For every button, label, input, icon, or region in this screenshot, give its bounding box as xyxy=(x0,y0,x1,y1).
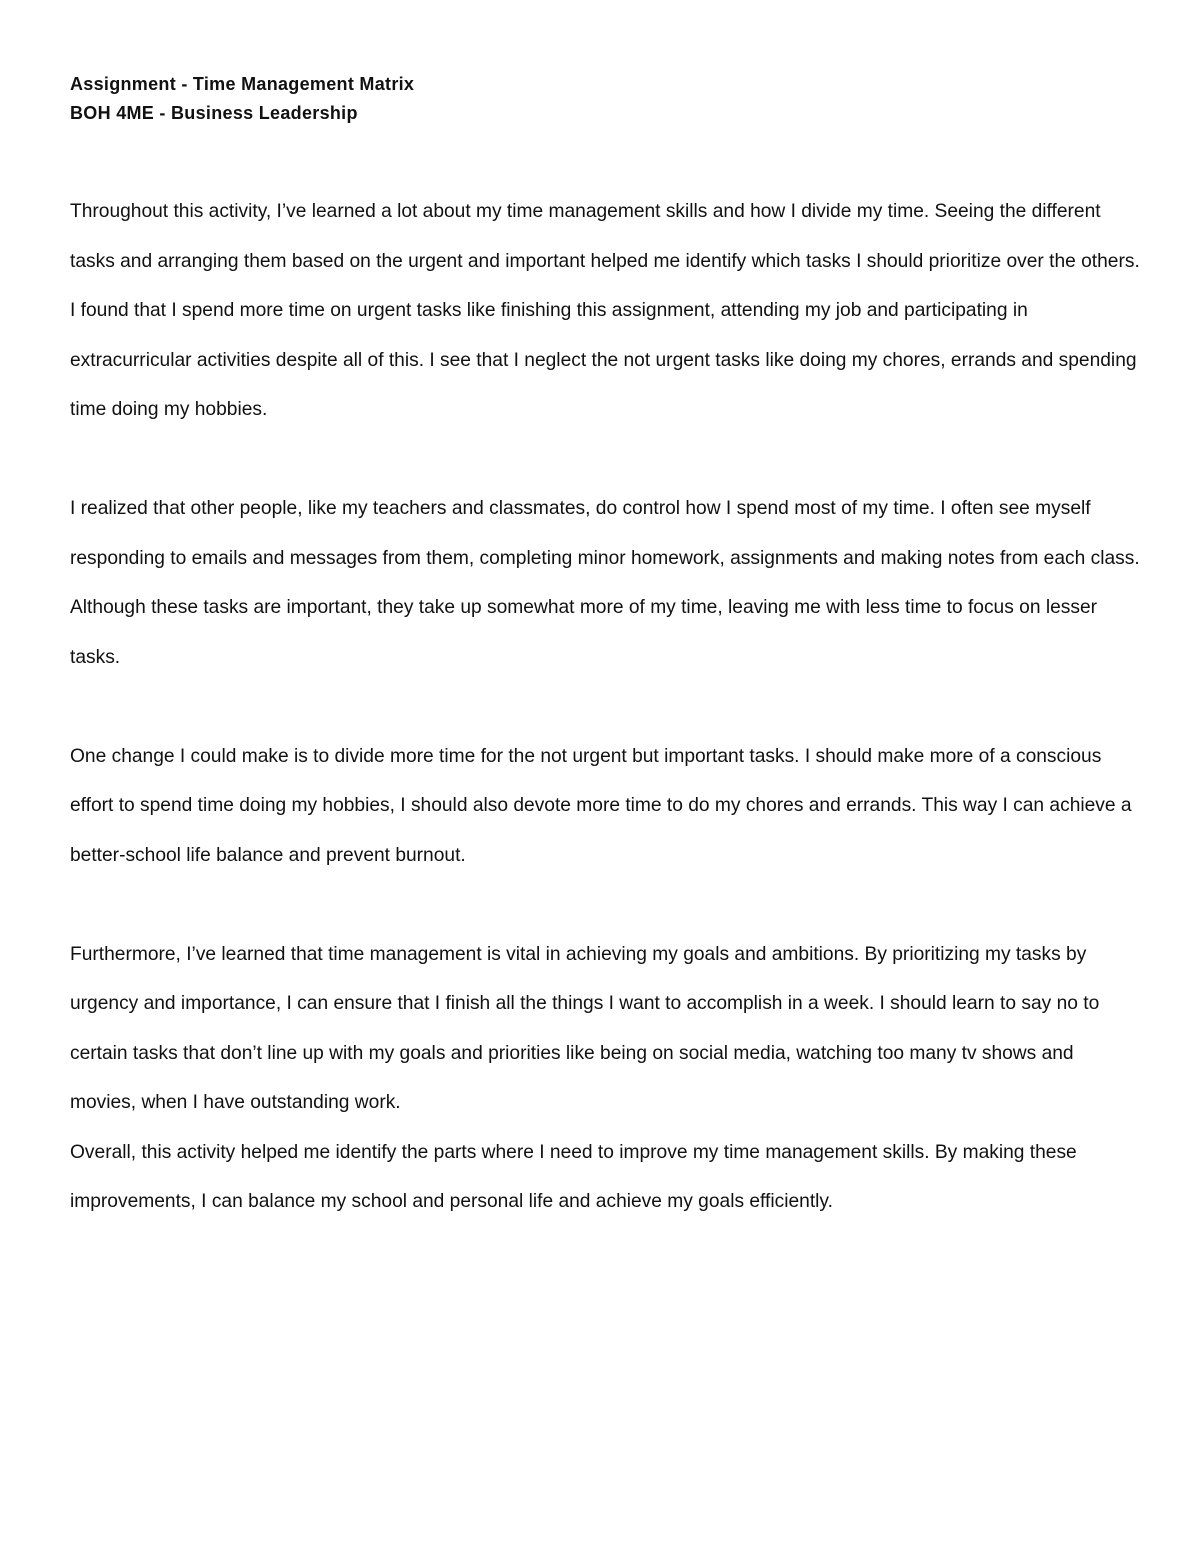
document-title: Assignment - Time Management Matrix xyxy=(70,74,415,94)
document-course: BOH 4ME - Business Leadership xyxy=(70,103,358,123)
paragraph-2: I realized that other people, like my teachers and classmates, do control how I spend most of my time. I often see myself responding to emails and messages from them, completing minor homework, assignments and making notes from each class. Although these tasks are important, they take up somewhat more of my time, leaving me with less time to focus on lesser tasks. xyxy=(70,498,1140,668)
paragraph-5: Overall, this activity helped me identify the parts where I need to improve my time management skills. By making these improvements, I can balance my school and personal life and achieve my goals efficiently. xyxy=(70,1141,1077,1212)
paragraph-1: Throughout this activity, I’ve learned a lot about my time management skills and how I divide my time. Seeing the different tasks and arranging them based on the urgent and important helped me identify which tasks I should prioritize over the others. I found that I spend more time on urgent tasks like finishing this assignment, attending my job and participating in extracurricular activities despite all of this. I see that I neglect the not urgent tasks like doing my chores, errands and spending time doing my hobbies. xyxy=(70,201,1140,420)
document-body xyxy=(70,187,1140,1227)
paragraph-3: One change I could make is to divide more time for the not urgent but important tasks. I should make more of a conscious effort to spend time doing my hobbies, I should also devote more time to do my chores and errands. This way I can achieve a better-school life balance and prevent burnout. xyxy=(70,745,1132,866)
paragraph-4: Furthermore, I’ve learned that time management is vital in achieving my goals and ambitions. By prioritizing my tasks by urgency and importance, I can ensure that I finish all the things I want to accomplish in a week. I should learn to say no to certain tasks that don’t line up with my goals and priorities like being on social media, watching too many tv shows and movies, when I have outstanding work. xyxy=(70,943,1100,1113)
